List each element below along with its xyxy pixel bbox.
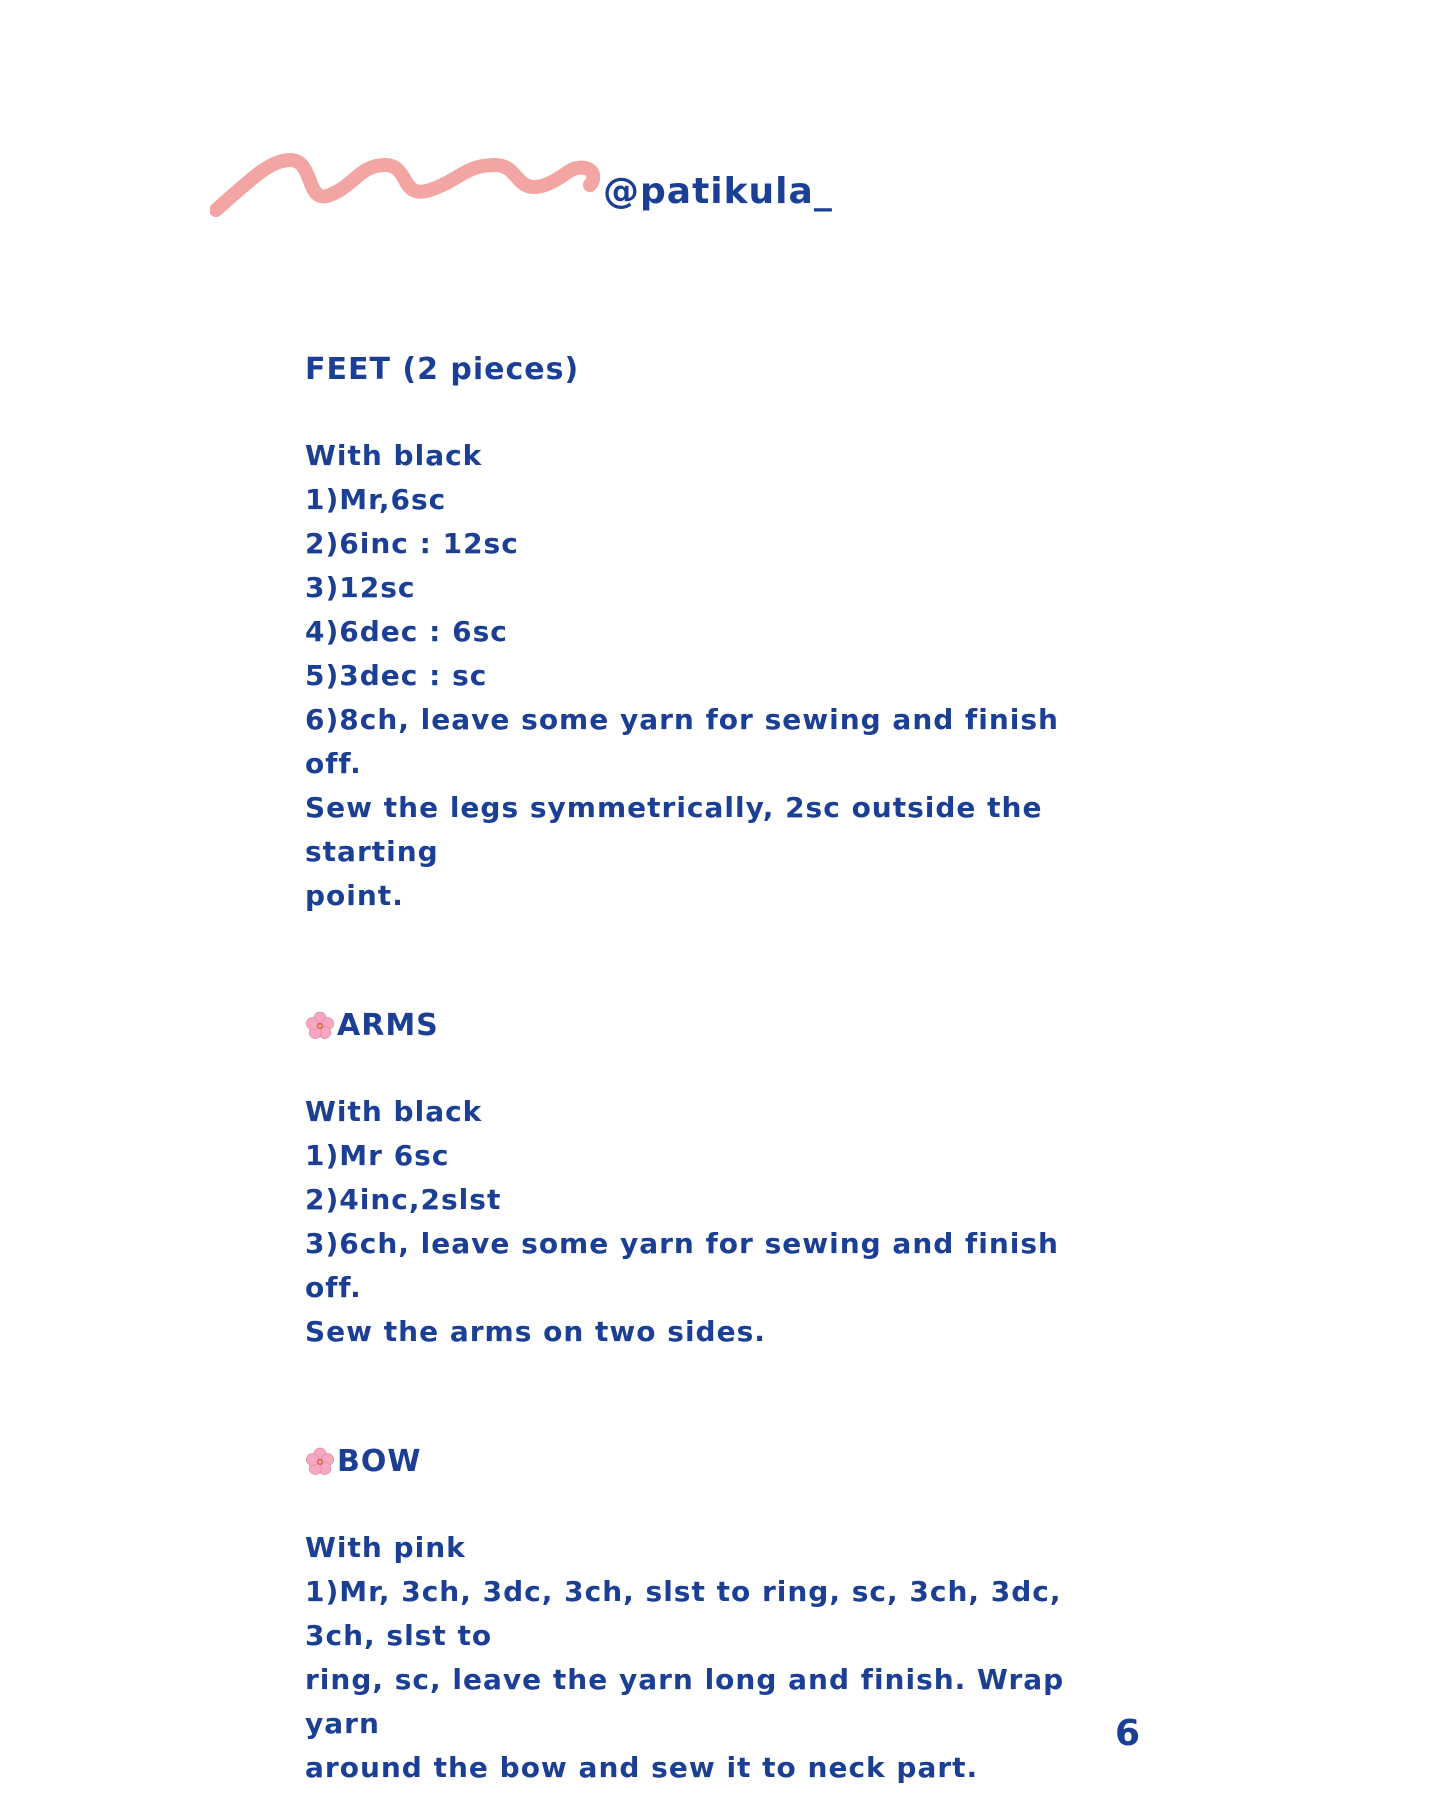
- flower-icon: [305, 1011, 335, 1041]
- section-bow: [305, 1440, 1125, 1790]
- instruction-line: With pink: [305, 1531, 466, 1564]
- instruction-line: 2)6inc : 12sc: [305, 527, 519, 560]
- instruction-line: around the bow and sew it to neck part.: [305, 1751, 979, 1784]
- instruction-line: Sew the legs symmetrically, 2sc outside the starting: [305, 791, 1043, 868]
- instruction-line: ring, sc, leave the yarn long and finish. Wrap yarn: [305, 1663, 1065, 1740]
- instruction-line: 1)Mr 6sc: [305, 1139, 450, 1172]
- instruction-line: With black: [305, 439, 483, 472]
- instruction-line: 4)6dec : 6sc: [305, 615, 508, 648]
- page-number: 6: [1114, 1713, 1140, 1754]
- section-feet: [305, 348, 1125, 918]
- author-handle: @patikula_: [603, 171, 833, 212]
- pattern-content: [305, 348, 1125, 1790]
- instruction-line: 6)8ch, leave some yarn for sewing and finish off.: [305, 703, 1059, 780]
- squiggle-decoration: [210, 140, 600, 230]
- instruction-line: 1)Mr,6sc: [305, 483, 447, 516]
- section-heading-feet: [305, 348, 1125, 392]
- instruction-line: 3)12sc: [305, 571, 416, 604]
- heading-text: BOW: [337, 1444, 422, 1479]
- instruction-line: Sew the arms on two sides.: [305, 1315, 766, 1348]
- flower-icon: [305, 1447, 335, 1477]
- heading-text: ARMS: [337, 1008, 439, 1043]
- instruction-line: 3)6ch, leave some yarn for sewing and finish off.: [305, 1227, 1059, 1304]
- heading-text: FEET (2 pieces): [305, 352, 580, 387]
- instruction-line: 2)4inc,2slst: [305, 1183, 502, 1216]
- section-heading-bow: [305, 1440, 1125, 1484]
- instruction-line: point.: [305, 879, 404, 912]
- section-arms: [305, 1004, 1125, 1354]
- instruction-line: 5)3dec : sc: [305, 659, 488, 692]
- instruction-line: 1)Mr, 3ch, 3dc, 3ch, slst to ring, sc, 3ch, 3dc, 3ch, slst to: [305, 1575, 1062, 1652]
- section-heading-arms: [305, 1004, 1125, 1048]
- instruction-line: With black: [305, 1095, 483, 1128]
